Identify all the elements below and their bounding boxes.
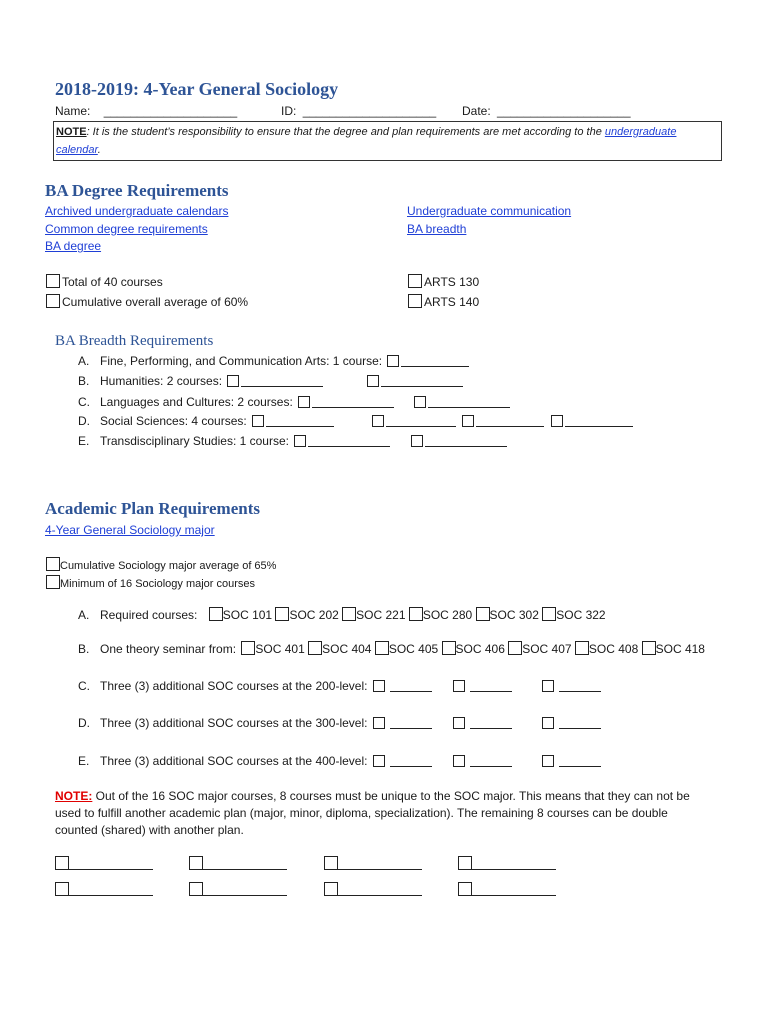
course-blank[interactable] (472, 883, 556, 896)
checkbox[interactable] (324, 882, 338, 896)
course-soc-322: SOC 322 (556, 608, 606, 622)
item-label: One theory seminar from: (100, 642, 237, 656)
checkbox[interactable] (375, 641, 389, 655)
course-blank[interactable] (308, 434, 390, 447)
checkbox[interactable] (409, 607, 423, 621)
calendar-link[interactable]: calendar (56, 144, 98, 156)
course-blank[interactable] (312, 395, 394, 408)
course-soc-101: SOC 101 (222, 608, 273, 622)
checkbox[interactable] (458, 856, 472, 870)
unique-course-row-1 (55, 856, 556, 871)
course-soc-408: SOC 408 (588, 642, 639, 656)
course-soc-404: SOC 404 (322, 642, 372, 656)
course-soc-418: SOC 418 (655, 642, 705, 656)
checkbox[interactable] (367, 375, 379, 387)
checkbox[interactable] (252, 415, 264, 427)
checkbox[interactable] (275, 607, 289, 621)
undergraduate-link[interactable]: undergraduate (604, 126, 677, 138)
course-blank[interactable] (69, 857, 153, 870)
checkbox[interactable] (373, 717, 385, 729)
breadth-item-b (78, 374, 463, 388)
final-note-line1: Out of the 16 SOC major courses, 8 courses must be unique to the SOC major. This means that they can not be (92, 789, 690, 803)
checkbox[interactable] (227, 375, 239, 387)
item-letter: D. (78, 414, 90, 428)
course-blank[interactable] (565, 414, 633, 427)
checkbox[interactable] (508, 641, 522, 655)
course-soc-221: SOC 221 (356, 608, 406, 622)
course-soc-406: SOC 406 (455, 642, 505, 656)
course-blank[interactable] (559, 754, 601, 767)
course-blank[interactable] (241, 374, 323, 387)
unique-courses-note-line3: counted (shared) with another plan. (55, 823, 244, 837)
checkbox[interactable] (542, 607, 556, 621)
check-label: ARTS 130 (424, 275, 480, 289)
ba-degree-heading: BA Degree Requirements (45, 181, 229, 200)
checkbox[interactable] (373, 680, 385, 692)
arts140-check[interactable] (408, 294, 479, 309)
checkbox[interactable] (642, 641, 656, 655)
course-blank[interactable] (386, 414, 456, 427)
item-letter: E. (78, 434, 90, 448)
course-blank[interactable] (559, 679, 601, 692)
course-soc-202: SOC 202 (289, 608, 339, 622)
unique-course-row-2 (55, 882, 556, 897)
checkbox[interactable] (189, 856, 203, 870)
checkbox[interactable] (294, 435, 306, 447)
id-value[interactable]: ____________________ (302, 104, 437, 118)
checkbox[interactable] (46, 294, 60, 308)
course-blank[interactable] (401, 354, 469, 367)
page-title: 2018-2019: 4-Year General Sociology (55, 79, 339, 99)
checkbox[interactable] (241, 641, 255, 655)
checkbox[interactable] (387, 355, 399, 367)
course-blank[interactable] (338, 857, 422, 870)
item-letter: C. (78, 679, 90, 693)
checkbox[interactable] (324, 856, 338, 870)
course-blank[interactable] (390, 679, 432, 692)
course-soc-280: SOC 280 (422, 608, 473, 622)
theory-seminar-row (78, 641, 705, 656)
breadth-item-c (78, 395, 510, 409)
course-blank[interactable] (425, 434, 507, 447)
required-courses-row (78, 607, 606, 622)
course-blank[interactable] (338, 883, 422, 896)
checkbox[interactable] (542, 717, 554, 729)
course-blank[interactable] (472, 857, 556, 870)
additional-300-row (78, 716, 601, 730)
course-blank[interactable] (428, 395, 510, 408)
item-label: Three (3) additional SOC courses at the 300-level: (100, 716, 368, 730)
course-blank[interactable] (470, 716, 512, 729)
breadth-item-a (78, 354, 469, 368)
checkbox[interactable] (476, 607, 490, 621)
responsibility-note-line2 (56, 144, 101, 157)
checkbox[interactable] (453, 680, 465, 692)
checkbox[interactable] (298, 396, 310, 408)
course-blank[interactable] (470, 679, 512, 692)
unique-courses-note-line2: used to fulfill another academic plan (major, minor, diploma, specialization). The remaining 8 courses can be double (55, 806, 668, 820)
checkbox[interactable] (46, 274, 60, 288)
name-value[interactable]: ____________________ (103, 104, 238, 118)
item-letter: A. (78, 608, 90, 622)
checkbox[interactable] (414, 396, 426, 408)
checkbox[interactable] (542, 755, 554, 767)
item-letter: E. (78, 754, 90, 768)
checkbox[interactable] (458, 882, 472, 896)
note-end: . (97, 144, 101, 156)
item-label: Three (3) additional SOC courses at the 200-level: (100, 679, 368, 693)
item-label: Three (3) additional SOC courses at the 400-level: (100, 754, 368, 768)
item-label: Required courses: (100, 608, 198, 622)
breadth-item-d (78, 414, 633, 428)
course-blank[interactable] (203, 857, 287, 870)
check-label: Total of 40 courses (62, 275, 163, 289)
major-average-check[interactable] (46, 557, 276, 573)
course-blank[interactable] (203, 883, 287, 896)
item-letter: B. (78, 642, 90, 656)
date-value[interactable]: ____________________ (497, 104, 631, 118)
checkbox[interactable] (542, 680, 554, 692)
arts130-check[interactable] (408, 274, 479, 289)
checkbox[interactable] (411, 435, 423, 447)
additional-200-row (78, 679, 601, 693)
responsibility-note-line1 (56, 126, 676, 139)
common-degree-link[interactable]: Common degree requirements (45, 222, 208, 236)
course-soc-405: SOC 405 (388, 642, 439, 656)
course-blank[interactable] (476, 414, 544, 427)
date-field[interactable] (462, 104, 631, 118)
course-blank[interactable] (390, 716, 432, 729)
checkbox[interactable] (189, 882, 203, 896)
course-soc-407: SOC 407 (522, 642, 572, 656)
course-blank[interactable] (470, 754, 512, 767)
course-soc-401: SOC 401 (255, 642, 305, 656)
date-label: Date: (462, 104, 491, 118)
undergraduate-communication-link[interactable]: Undergraduate communication (407, 204, 572, 218)
checkbox[interactable] (442, 641, 456, 655)
check-label: Cumulative overall average of 60% (62, 295, 249, 309)
item-letter: D. (78, 716, 90, 730)
name-field[interactable] (55, 104, 237, 118)
checkbox[interactable] (372, 415, 384, 427)
name-label: Name: (55, 104, 91, 118)
id-field[interactable] (281, 104, 436, 118)
final-note-label: NOTE: (55, 789, 93, 803)
check-label: ARTS 140 (424, 295, 480, 309)
checkbox[interactable] (462, 415, 474, 427)
total-courses-check[interactable] (46, 274, 163, 289)
checkbox[interactable] (209, 607, 223, 621)
item-letter: C. (78, 395, 90, 409)
course-blank[interactable] (266, 414, 334, 427)
ba-breadth-link[interactable]: BA breadth (407, 222, 467, 236)
sociology-major-link[interactable]: 4-Year General Sociology major (45, 523, 215, 537)
id-label: ID: (281, 104, 297, 118)
check-label: Cumulative Sociology major average of 65% (60, 560, 277, 572)
academic-plan-heading: Academic Plan Requirements (45, 499, 260, 518)
course-soc-302: SOC 302 (489, 608, 539, 622)
checkbox[interactable] (46, 557, 60, 571)
check-label: Minimum of 16 Sociology major courses (60, 578, 256, 590)
course-blank[interactable] (69, 883, 153, 896)
checkbox[interactable] (575, 641, 589, 655)
item-letter: A. (78, 354, 90, 368)
breadth-item-e (78, 434, 507, 448)
ba-degree-link[interactable]: BA degree (45, 239, 102, 253)
checkbox[interactable] (408, 294, 422, 308)
ba-breadth-heading: BA Breadth Requirements (55, 333, 214, 349)
item-letter: B. (78, 374, 90, 388)
item-label: Humanities: 2 courses: (100, 374, 223, 388)
additional-400-row (78, 754, 601, 768)
course-blank[interactable] (381, 374, 463, 387)
checkbox[interactable] (46, 575, 60, 589)
checkbox[interactable] (453, 755, 465, 767)
checkbox[interactable] (55, 882, 69, 896)
checkbox[interactable] (308, 641, 322, 655)
checkbox[interactable] (551, 415, 563, 427)
course-blank[interactable] (390, 754, 432, 767)
checkbox[interactable] (342, 607, 356, 621)
minimum-courses-check[interactable] (46, 575, 255, 591)
checkbox[interactable] (453, 717, 465, 729)
checkbox[interactable] (55, 856, 69, 870)
item-label: Transdisciplinary Studies: 1 course: (100, 434, 289, 448)
item-label: Fine, Performing, and Communication Arts: 1 course: (100, 354, 383, 368)
unique-courses-note-line1 (55, 789, 690, 803)
item-label: Social Sciences: 4 courses: (100, 414, 247, 428)
cumulative-average-check[interactable] (46, 294, 248, 309)
note-label: NOTE (56, 126, 87, 138)
item-label: Languages and Cultures: 2 courses: (100, 395, 293, 409)
archived-calendars-link[interactable]: Archived undergraduate calendars (45, 204, 229, 218)
note-text: : It is the student’s responsibility to ensure that the degree and plan requirements are met according to the (86, 126, 605, 138)
checkbox[interactable] (408, 274, 422, 288)
checkbox[interactable] (373, 755, 385, 767)
course-blank[interactable] (559, 716, 601, 729)
